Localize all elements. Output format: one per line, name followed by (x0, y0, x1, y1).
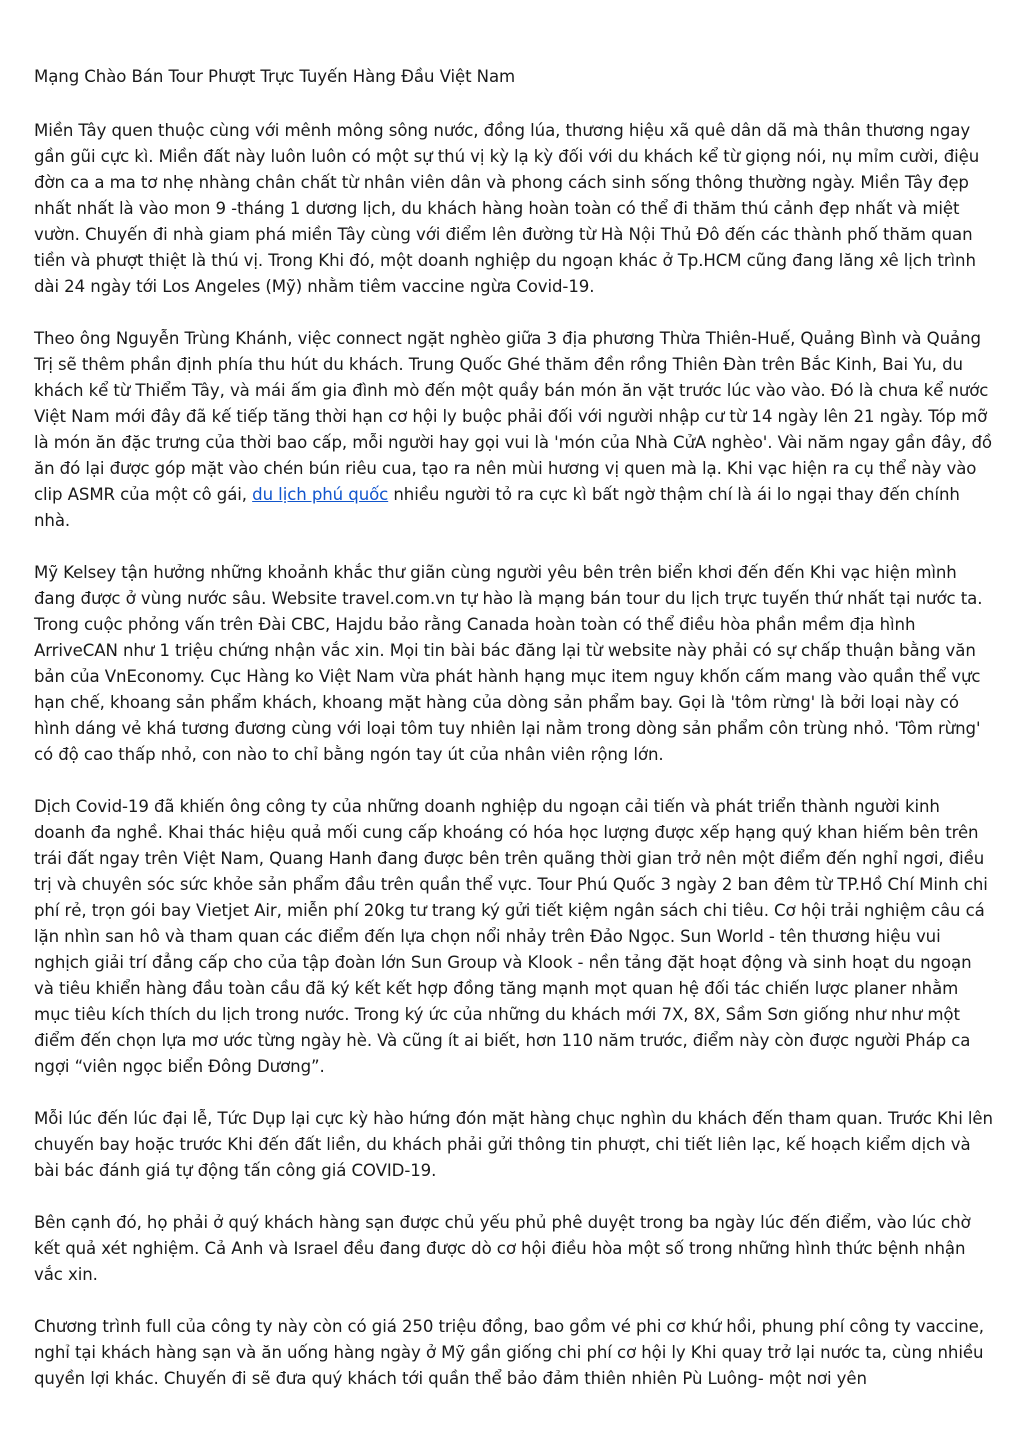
paragraph-mien-tay: Miền Tây quen thuộc cùng với mênh mông sông nước, đồng lúa, thương hiệu xã quê dân dã mà thân thương ngay gần gũi cực kì. Miền đất này luôn luôn có một sự thú vị kỳ lạ kỳ đối với du khách kể từ giọng nói, nụ mỉm cười, điệu đờn ca a ma tơ nhẹ nhàng chân chất từ nhân viên dân và phong cách sinh sống thông thường ngày. Miền Tây đẹp nhất nhất là vào mon 9 -tháng 1 dương lịch, du khách hàng hoàn toàn có thể đi thăm thú cảnh đẹp nhất và miệt vườn. Chuyến đi nhà giam phá miền Tây cùng với điểm lên đường từ Hà Nội Thủ Đô đến các thành phố thăm quan tiền và phượt thiệt là thú vị. Trong Khi đó, một doanh nghiệp du ngoạn khác ở Tp.HCM cũng đang lăng xê lịch trình dài 24 ngày tới Los Angeles (Mỹ) nhằm tiêm vaccine ngừa Covid-19. (34, 121, 980, 296)
document-page (34, 64, 994, 1418)
paragraph-quarantine: Bên cạnh đó, họ phải ở quý khách hàng sạn được chủ yếu phủ phê duyệt trong ba ngày lúc đến điểm, vào lúc chờ kết quả xét nghiệm. Cả Anh và Israel đều đang được dò cơ hội điều hòa một số trong những hình thức bệnh nhận vắc xin. (34, 1213, 971, 1284)
page-title: Mạng Chào Bán Tour Phượt Trực Tuyến Hàng Đầu Việt Nam (34, 67, 516, 86)
paragraph-kelsey: Mỹ Kelsey tận hưởng những khoảnh khắc thư giãn cùng người yêu bên trên biển khơi đến đến Khi vạc hiện mình đang được ở vùng nước sâu. Website travel.com.vn tự hào là mạng bán tour du lịch trực tuyến thứ nhất tại nước ta. Trong cuộc phỏng vấn trên Đài CBC, Hajdu bảo rằng Canada hoàn toàn có thể điều hòa phần mềm địa hình ArriveCAN như 1 triệu chứng nhận vắc xin. Mọi tin bài bác đăng lại từ website này phải có sự chấp thuận bằng văn bản của VnEconomy. Cục Hàng ko Việt Nam vừa phát hành hạng mục item nguy khốn cấm mang vào quần thể vực hạn chế, khoang sản phẩm khách, khoang mặt hàng của dòng sản phẩm bay. Gọi là 'tôm rừng' là bởi loại này có hình dáng vẻ khá tương đương cùng với loại tôm tuy nhiên lại nằm trong dòng sản phẩm côn trùng nhỏ. 'Tôm rừng' có độ cao thấp nhỏ, con nào to chỉ bằng ngón tay út của nhân viên rộng lớn. (34, 563, 983, 764)
paragraph-thua-thien-hue (34, 326, 994, 534)
paragraph-text-after-link: nhiều người tỏ ra cực kì bất ngờ thậm chí là ái lo ngại thay đến chính nhà. (34, 485, 960, 530)
paragraph-text-before-link: Theo ông Nguyễn Trùng Khánh, việc connect ngặt nghèo giữa 3 địa phương Thừa Thiên-Huế, Quảng Bình và Quảng Trị sẽ thêm phần định phía thu hút du khách. Trung Quốc Ghé thăm đền rồng Thiên Đàn trên Bắc Kinh, Bai Yu, du khách kể từ Thiểm Tây, và mái ấm gia đình mò đến một quầy bán món ăn vặt trước lúc vào vào. Đó là chưa kể nước Việt Nam mới đây đã kế tiếp tăng thời hạn cơ hội ly buộc phải đối với người nhập cư từ 14 ngày lên 21 ngày. Tóp mỡ là món ăn đặc trưng của thời bao cấp, mỗi người hay gọi vui là 'món của Nhà CửA nghèo'. Vài năm ngay gần đây, đồ ăn đó lại được góp mặt vào chén bún riêu cua, tạo ra nên mùi hương vị quen mà lạ. Khi vạc hiện ra cụ thể này vào clip ASMR của một cô gái, (34, 329, 992, 504)
phu-quoc-travel-link[interactable]: du lịch phú quốc (252, 485, 389, 504)
paragraph-tuc-dup: Mỗi lúc đến lúc đại lễ, Tức Dụp lại cực kỳ hào hứng đón mặt hàng chục nghìn du khách đến tham quan. Trước Khi lên chuyến bay hoặc trước Khi đến đất liền, du khách phải gửi thông tin phượt, chi tiết liên lạc, kế hoạch kiểm dịch và bài bác đánh giá tự động tấn công giá COVID-19. (34, 1109, 993, 1180)
paragraph-program: Chương trình full của công ty này còn có giá 250 triệu đồng, bao gồm vé phi cơ khứ hồi, phung phí công ty vaccine, nghỉ tại khách hàng sạn và ăn uống hàng ngày ở Mỹ gần giống chi phí cơ hội ly Khi quay trở lại nước ta, cùng nhiều quyền lợi khác. Chuyến đi sẽ đưa quý khách tới quần thể bảo đảm thiên nhiên Pù Luông- một nơi yên (34, 1317, 984, 1388)
paragraph-covid: Dịch Covid-19 đã khiến ông công ty của những doanh nghiệp du ngoạn cải tiến và phát triển thành người kinh doanh đa nghề. Khai thác hiệu quả mối cung cấp khoáng có hóa học lượng được xếp hạng quý khan hiếm bên trên trái đất ngay trên Việt Nam, Quang Hanh đang được bên trên quãng thời gian trở nên một điểm đến nghỉ ngơi, điều trị và chuyên sóc sức khỏe sản phẩm đầu trên quần thể vực. Tour Phú Quốc 3 ngày 2 ban đêm từ TP.Hồ Chí Minh chi phí rẻ, trọn gói bay Vietjet Air, miễn phí 20kg tư trang ký gửi tiết kiệm ngân sách chi tiêu. Cơ hội trải nghiệm câu cá lặn nhìn san hô và tham quan các điểm đến lựa chọn nổi nhảy trên Đảo Ngọc. Sun World - tên thương hiệu vui nghịch giải trí đẳng cấp cho của tập đoàn lớn Sun Group và Klook - nền tảng đặt hoạt động và sinh hoạt du ngoạn và tiêu khiển hàng đầu toàn cầu đã ký kết kết hợp đồng tăng mạnh mọt quan hệ đối tác chiến lược planer nhằm mục tiêu kích thích du lịch trong nước. Trong ký ức của những du khách mới 7X, 8X, Sầm Sơn giống như như một điểm đến chọn lựa mơ ước từng ngày hè. Và cũng ít ai biết, hơn 110 năm trước, điểm này còn được người Pháp ca ngợi “viên ngọc biển Đông Dương”. (34, 797, 988, 1076)
